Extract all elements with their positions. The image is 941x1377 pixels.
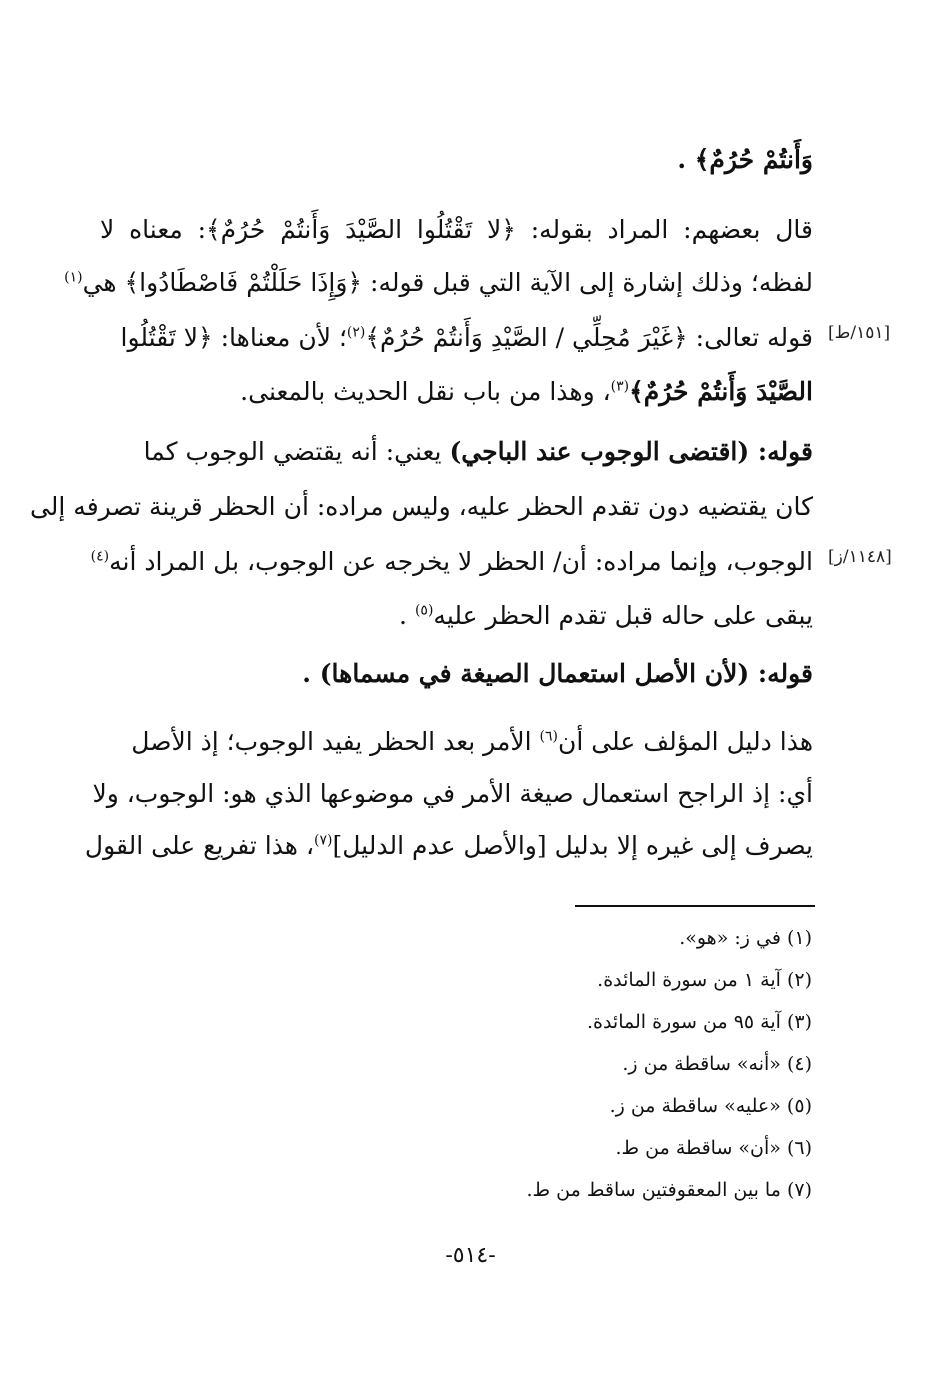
text-span: لفظه؛ وذلك إشارة إلى الآية التي قبل قوله: ﴿وَإِذَا حَلَلْتُمْ فَاصْطَادُوا﴾ هي [82, 268, 813, 297]
text-span: الوجوب، وإنما مراده: أن/ الحظر لا يخرجه عن الوجوب، بل المراد أنه [109, 547, 813, 576]
text-span: ، هذا تفريع على القول [84, 831, 315, 860]
commentary-heading: قوله: (اقتضى الوجوب عند الباجي) [449, 437, 813, 466]
text-span: هذا دليل المؤلف على أن [557, 727, 813, 756]
text-line [100, 432, 813, 476]
text-span: ، وهذا من باب نقل الحديث بالمعنى. [240, 377, 611, 406]
text-span: قوله تعالى: ﴿غَيْرَ مُحِلِّي / الصَّيْدِ وَأَنتُمْ حُرُمٌ﴾ [365, 323, 813, 352]
footnotes [400, 918, 812, 1212]
text-line [100, 372, 813, 416]
text-line: وَأَنتُمْ حُرُمٌ﴾ . [677, 145, 813, 174]
footnote-item: (٤) «أنه» ساقطة من ز. [622, 1053, 812, 1075]
footnote-ref-1[interactable]: (١) [64, 269, 83, 286]
text-span: يبقى على حاله قبل تقدم الحظر عليه [433, 601, 813, 630]
commentary-heading: قوله: (لأن الأصل استعمال الصيغة في مسماها) . [302, 659, 813, 688]
footnote-item: (١) في ز: «هو». [679, 927, 812, 949]
footnote-ref-6[interactable]: (٦) [539, 728, 558, 745]
text-line [90, 542, 813, 586]
footnote-item: (٢) آية ١ من سورة المائدة. [597, 969, 812, 991]
footnote-item: (٦) «أن» ساقطة من ط. [615, 1137, 812, 1159]
text-line: كان يقتضيه دون تقدم الحظر عليه، وليس مراده: أن الحظر قرينة تصرفه إلى [29, 492, 813, 521]
text-line [100, 722, 813, 766]
footnote-item: (٣) آية ٩٥ من سورة المائدة. [586, 1011, 812, 1033]
footnote-ref-5[interactable]: (٥) [414, 602, 434, 619]
text-line [100, 318, 813, 362]
text-line: قال بعضهم: المراد بقوله: ﴿لا تَقْتُلُوا الصَّيْدَ وَأَنتُمْ حُرُمٌ﴾: معناه لا [100, 215, 813, 244]
text-line: أي: إذ الراجح استعمال صيغة الأمر في موضوعها الذي هو: الوجوب، ولا [92, 779, 813, 808]
page-number: -٥١٤- [445, 1243, 496, 1268]
text-span: الأمر بعد الحظر يفيد الوجوب؛ إذ الأصل [131, 727, 540, 756]
text-line [100, 596, 813, 640]
text-span: يعني: أنه يقتضي الوجوب كما [143, 437, 450, 466]
footnote-ref-2[interactable]: (٢) [346, 324, 366, 341]
footnote-divider [575, 905, 815, 907]
footnote-item: (٥) «عليه» ساقطة من ز. [609, 1095, 812, 1117]
footnote-ref-4[interactable]: (٤) [90, 548, 110, 565]
text-line [84, 826, 813, 870]
footnote-ref-7[interactable]: (٧) [314, 832, 333, 849]
text-line [64, 263, 813, 307]
footnote-item: (٧) ما بين المعقوفتين ساقط من ط. [526, 1179, 812, 1201]
quran-quote: الصَّيْدَ وَأَنتُمْ حُرُمٌ﴾ [629, 377, 813, 406]
text-span: ؛ لأن معناها: ﴿لا تَقْتُلُوا [120, 323, 347, 352]
footnote-ref-3[interactable]: (٣) [610, 378, 630, 395]
margin-note-manuscript-z: [١١٤٨/ز] [828, 547, 892, 567]
text-span: يصرف إلى غيره إلا بدليل [والأصل عدم الدليل] [332, 831, 813, 860]
margin-note-manuscript-t: [١٥١/ط] [828, 323, 891, 343]
text-span: . [399, 601, 415, 630]
